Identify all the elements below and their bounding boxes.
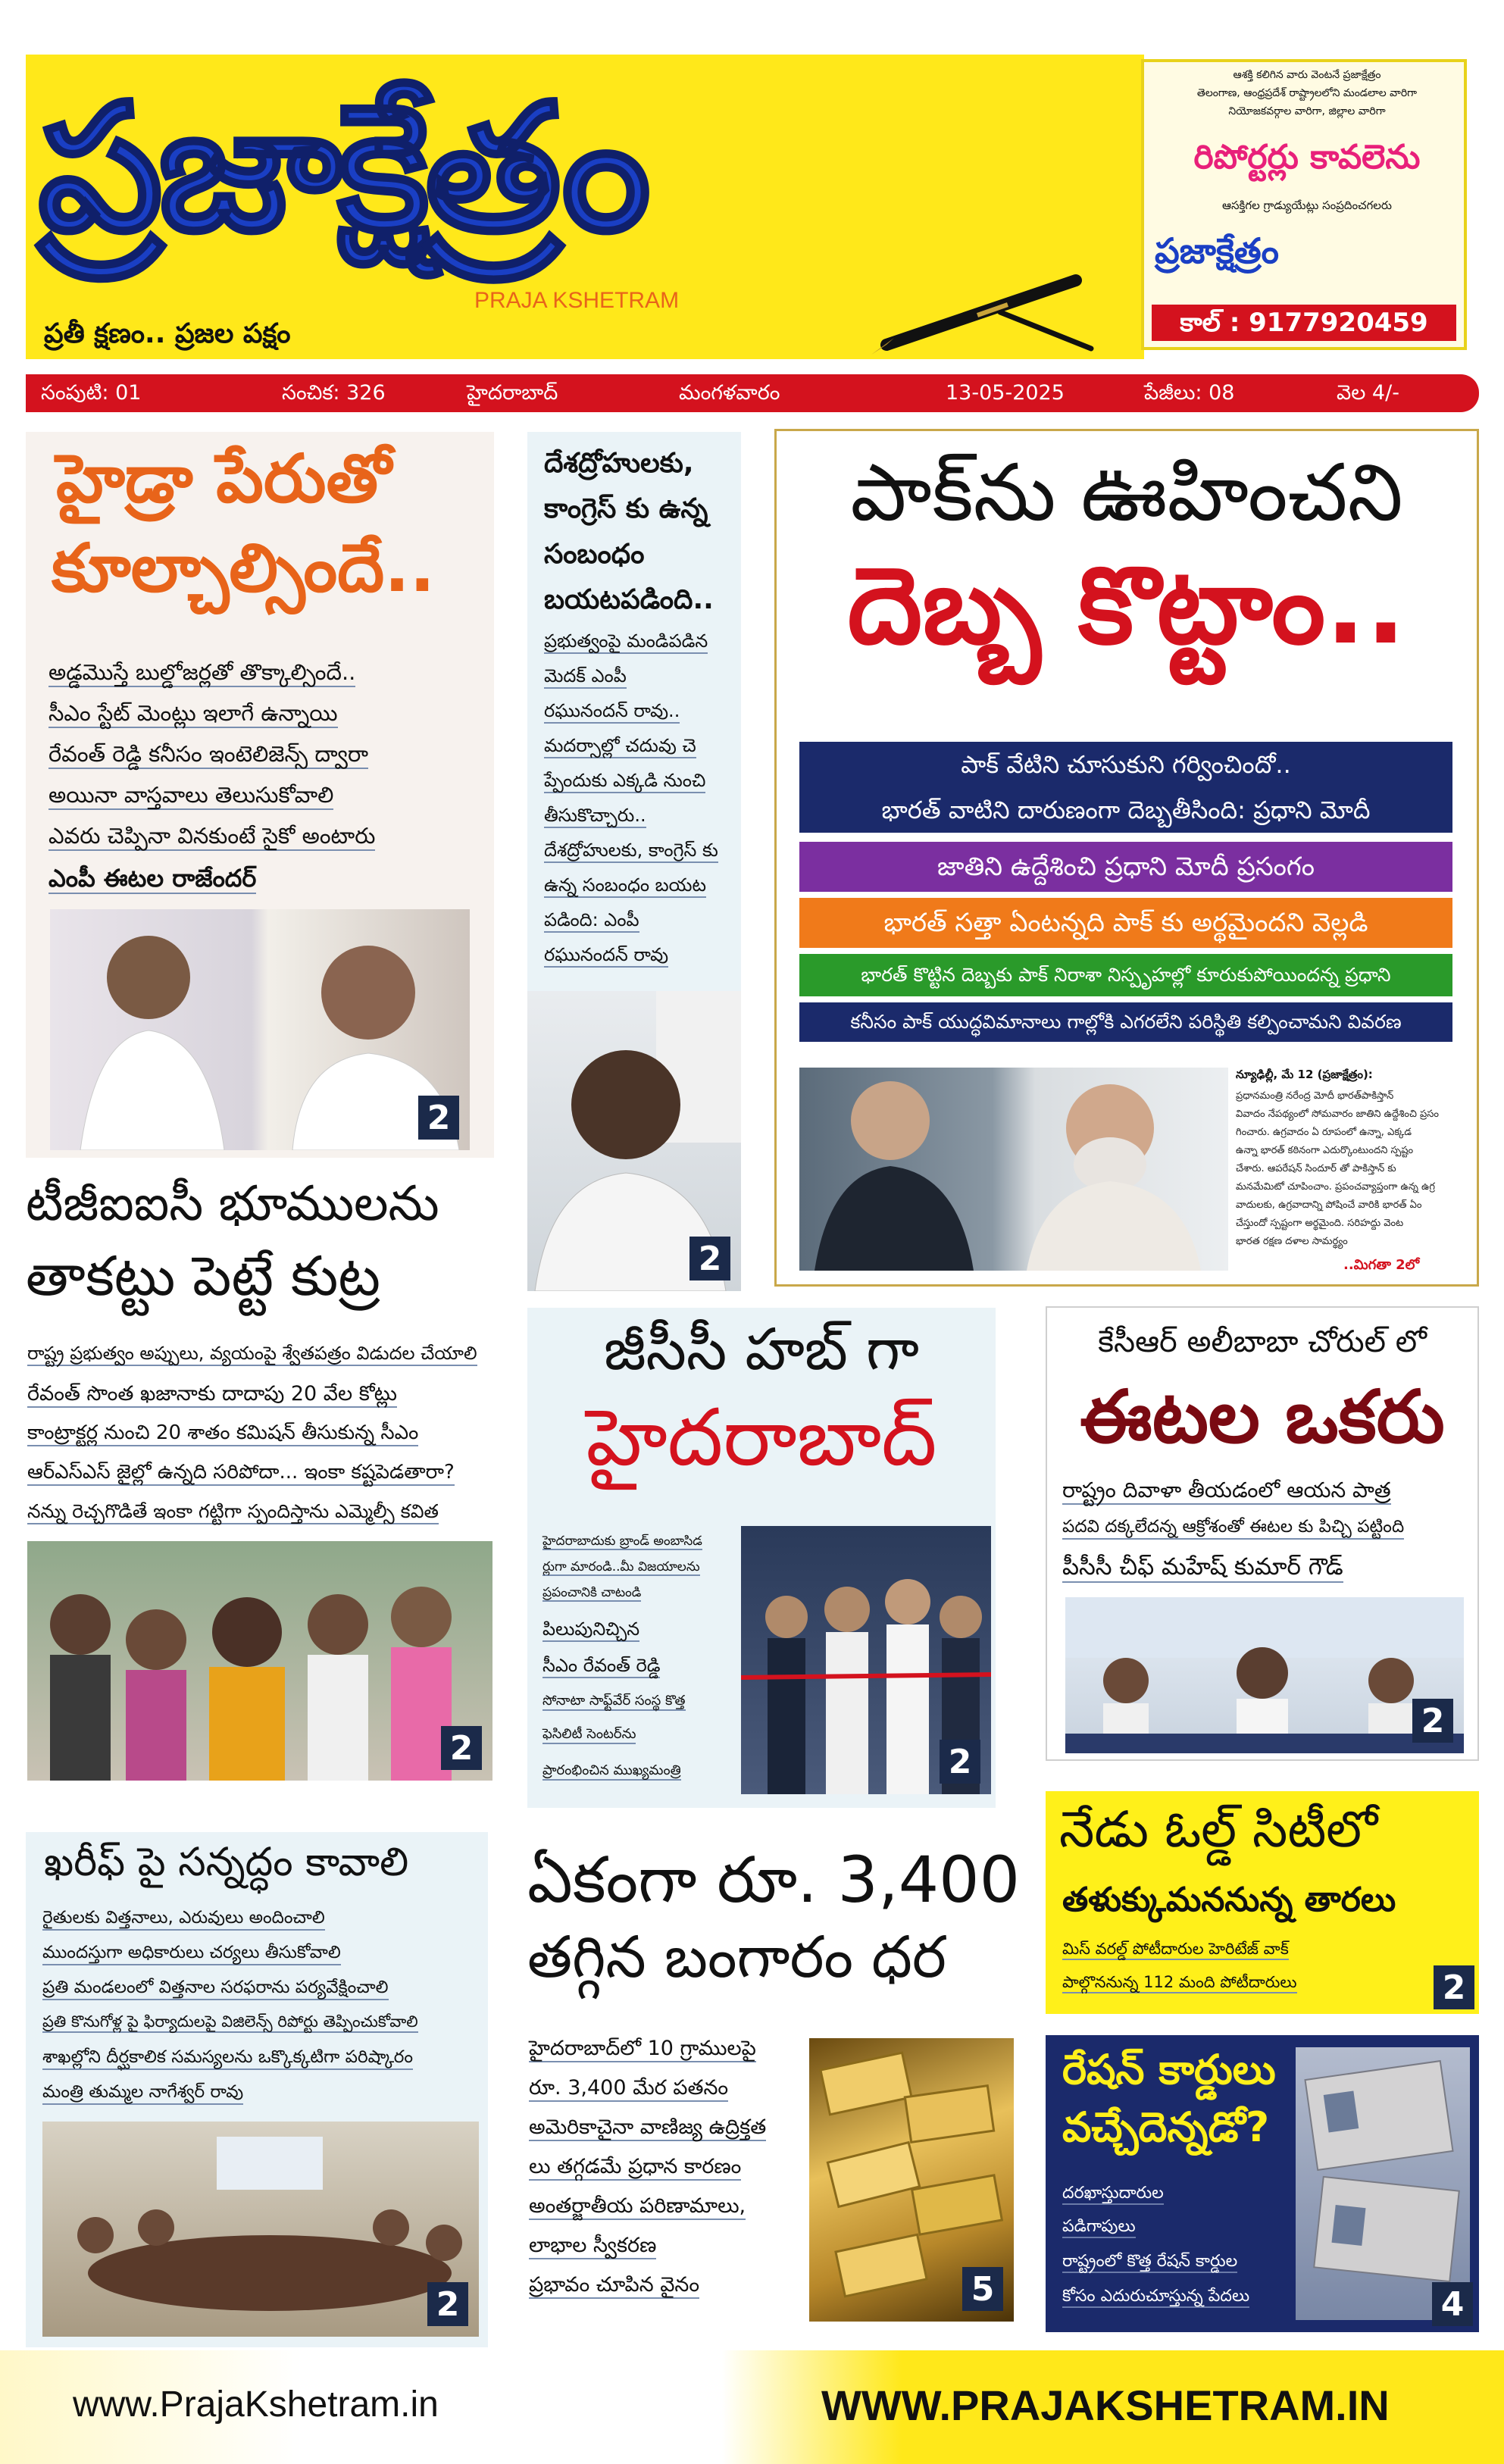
story-gcc-line-3: ప్రపంచానికి చాటండి [543,1585,641,1602]
story-kharif-line-4: ప్రతి కొనుగోళ్ల పై ఫిర్యాదులపై విజిలెన్స్ రిపోర్టు తెప్పించుకోవాలి [42,2012,418,2033]
story-hydra-page-badge: 2 [418,1096,459,1140]
story-kcr-line-2: పదవి దక్కలేదన్న ఆక్రోశంతో ఈటల కు పిచ్చి పట్టింది [1062,1517,1404,1540]
lead-body-line-1: ప్రధానమంత్రి నరేంద్ర మోదీ భారత్‌పాకిస్తాన్ [1236,1090,1394,1102]
story-ration-line-3: రాష్ట్రంలో కొత్త రేషన్ కార్డుల [1062,2252,1237,2273]
story-deshdrohulu-line-8: ఉన్న సంబంధం బయట [544,874,706,898]
story-tgiic-photo-figures [27,1541,492,1781]
story-kcr-page-badge: 2 [1412,1699,1453,1743]
story-gold-line-2: రూ. 3,400 మేర పతనం [529,2076,728,2102]
story-gcc-headline-1: జీసీసీ హబ్ గా [603,1315,920,1383]
story-kharif-photo [42,2122,479,2337]
story-ration-photo-cards [1296,2047,1470,2320]
story-gold-photo [809,2038,1014,2322]
ad-line-3: నియోజకవర్గాల వారిగా, జిల్లాల వారిగా [1228,105,1386,117]
ad-line-2: తెలంగాణ, ఆంధ్రప్రదేశ్ రాష్ట్రాలలోని మండలాల వారిగా [1196,87,1418,99]
story-ration-headline-2: వచ్చేదెన్నడో? [1062,2103,1270,2151]
lead-body-line-6: మనమేమిటో చూపించాం. ప్రపంచవ్యాప్తంగా ఉన్న ఉగ్ర [1236,1181,1435,1193]
reporters-ad [1141,59,1467,350]
story-gcc-page-badge: 2 [940,1740,980,1784]
story-hydra-headline-1: హైడ్రా పేరుతో [56,439,392,518]
info-pages: పేజీలు: 08 [1144,381,1235,405]
story-kharif-line-2: ముందస్తుగా అధికారులు చర్యలు తీసుకోవాలి [42,1943,341,1965]
story-deshdrohulu-page-badge: 2 [689,1237,730,1280]
story-tgiic-page-badge: 2 [441,1726,482,1770]
story-deshdrohulu-headline-4: బయటపడింది.. [544,584,714,615]
lead-band-3: జాతిని ఉద్దేశించి ప్రధాని మోదీ ప్రసంగం [799,842,1452,892]
info-date: 13-05-2025 [946,381,1065,405]
story-deshdrohulu-line-4: మదర్సాల్లో చదువు చె [544,735,696,758]
story-ration[interactable] [1046,2035,1479,2332]
lead-body [1236,1087,1468,1251]
story-hydra-line-4: అయినా వాస్తవాలు తెలుసుకోవాలి [48,782,333,810]
story-gcc-line-2: ర్లుగా మారండి..మీ విజయాలను [543,1559,700,1576]
story-hydra-line-2: సీఎం స్టేట్ మెంట్లు ఇలాగే ఉన్నాయి [48,700,338,728]
ad-brand: ప్రజాక్షేత్రం [1155,230,1279,271]
story-gold-page-badge: 5 [962,2267,1003,2311]
lead-body-line-5: చేశారు. ఆపరేషన్ సిందూర్ తో పాకిస్తాన్ కు [1236,1163,1396,1174]
lead-headline-2: దెబ్బ కొట్టాం.. [847,545,1406,668]
story-gold-headline-1: ఏకంగా రూ. 3,400 [527,1843,1021,1917]
lead-headline-1: పాక్‌ను ఊహించని [850,446,1403,539]
lead-band-5: భారత్ కొట్టిన దెబ్బకు పాక్ నిరాశా నిస్పృహల్లో కూరుకుపోయిందన్న ప్రధాని [799,954,1452,996]
masthead-tagline: ప్రతీ క్షణం.. ప్రజల పక్షం [44,318,291,349]
info-bar [26,374,1479,412]
story-kharif-line-3: ప్రతి మండలంలో విత్తనాల సరఫరాను పర్యవేక్షించాలి [42,1978,389,2000]
story-ration-headline-1: రేషన్ కార్డులు [1062,2046,1276,2093]
story-hydra-line-5: ఎవరు చెప్పినా వినకుంటే సైకో అంటారు [48,823,375,851]
story-ration-line-1: దరఖాస్తుదారుల [1062,2184,1164,2205]
story-oldcity[interactable] [1046,1791,1479,2014]
story-gold-line-5: అంతర్జాతీయ పరిణామాలు, [529,2194,746,2220]
footer-right-url[interactable]: WWW.PRAJAKSHETRAM.IN [821,2381,1390,2429]
story-gcc-line-6: సోనాటా సాఫ్ట్‌వేర్ సంస్థ కొత్త [543,1693,686,1711]
lead-body-line-9: భారత రక్షణ దళాల సామర్థ్యం [1236,1236,1348,1247]
story-tgiic[interactable] [26,1176,494,1812]
story-tgiic-headline-2: తాకట్టు పెట్టే కుట్ర [26,1244,380,1308]
info-price: వెల 4/- [1337,381,1399,405]
story-hydra-line-1: అడ్డమొస్తే బుల్డోజర్లతో తొక్కాల్సిందే.. [48,659,355,687]
story-gcc-line-4: పిలుపునిచ్చిన [543,1618,639,1642]
story-deshdrohulu-line-5: ప్పేందుకు ఎక్కడి నుంచి [544,770,705,793]
story-ration-line-2: పడిగాపులు [1062,2217,1136,2238]
lead-bands [799,742,1452,1042]
footer-left-url[interactable]: www.PrajaKshetram.in [73,2384,439,2425]
story-gold-headline-2: తగ్గిన బంగారం ధర [527,1923,946,1990]
story-ration-photo [1296,2047,1470,2320]
story-hydra-headline-2: కూల్చాల్సిందే.. [52,529,436,607]
story-tgiic-photo [27,1541,492,1781]
story-deshdrohulu-photo [527,991,741,1291]
lead-continued[interactable]: ..మిగతా 2లో [1343,1257,1420,1273]
lead-dateline: న్యూఢిల్లీ, మే 12 (ప్రజాక్షేత్రం): [1236,1068,1373,1081]
story-oldcity-line-1: మిస్ వరల్డ్ పోటీదారుల హెరిటేజ్ వాక్ [1062,1940,1289,1960]
story-hydra[interactable] [26,432,494,1158]
story-ration-line-4: కోసం ఎదురుచూస్తున్న పేదలు [1062,2287,1249,2308]
story-gold-line-1: హైదరాబాద్‌లో 10 గ్రాములపై [529,2037,756,2062]
ad-headline: రిపోర్టర్లు కావలెను [1193,138,1421,177]
story-deshdrohulu-line-3: రఘునందన్ రావు.. [544,700,680,724]
story-hydra-photo [50,909,470,1150]
lead-photo-figures [799,1068,1228,1271]
story-kcr[interactable] [1046,1306,1479,1761]
lead-story[interactable] [774,429,1479,1287]
story-gcc-line-5: సీఎం రేవంత్ రెడ్డి [543,1655,660,1678]
lead-band-2: భారత్ వాటిని దారుణంగా దెబ్బతీసింది: ప్రధాని మోదీ [799,787,1452,833]
story-tgiic-line-1: రాష్ట్ర ప్రభుత్వం అప్పులు, వ్యయంపై శ్వేతపత్రం విడుదల చేయాలి [27,1343,477,1366]
ad-phone: కాల్ : 9177920459 [1152,305,1456,341]
story-gcc-photo [741,1526,991,1794]
story-gcc-line-7: ఫెసిలిటీ సెంటర్‌ను [543,1726,636,1744]
ad-line-4: ఆసక్తిగల గ్రాడ్యుయేట్లు సంప్రదించగలరు [1222,199,1392,212]
lead-body-line-8: చేస్తుందో స్పష్టంగా అర్థమైంది. సరిహద్దు వెంట [1236,1218,1404,1229]
lead-band-1: పాక్ వేటిని చూసుకుని గర్వించిందో.. [799,742,1452,787]
story-gcc-headline-2: హైదరాబాద్ [586,1391,937,1484]
lead-body-line-4: ఉన్నా భారత్ కఠినంగా ఎదుర్కొంటుందని స్పష్టం [1236,1145,1414,1156]
info-volume: సంపుటి: 01 [41,381,142,405]
story-oldcity-page-badge: 2 [1434,1965,1474,2009]
lead-body-line-2: వివాదం నేపథ్యంలో సోమవారం జాతిని ఉద్దేశించి ప్రసం [1236,1108,1439,1120]
story-tgiic-line-5: నన్ను రెచ్చగొడితే ఇంకా గట్టిగా స్పందిస్తాను ఎమ్మెల్సీ కవిత [27,1500,439,1524]
story-deshdrohulu-headline-3: సంబంధం [544,539,645,570]
story-kcr-kicker: కేసీఆర్ అలీబాబా చోరుల్ లో [1098,1324,1427,1359]
story-kharif-photo-figures [42,2122,479,2337]
story-kharif-headline: ఖరీఫ్ పై సన్నద్ధం కావాలి [44,1840,409,1885]
story-oldcity-line-2: పాల్గొననున్న 112 మంది పోటీదారులు [1062,1973,1297,1993]
story-gold-line-4: లు తగ్గడమే ప్రధాన కారణం [529,2155,741,2181]
story-tgiic-headline-1: టీజీఐఐసీ భూములను [26,1176,439,1232]
story-gold-line-6: లాభాల స్వీకరణ [529,2234,656,2259]
story-deshdrohulu-headline-2: కాంగ్రెస్ కు ఉన్న [544,493,708,524]
story-kcr-headline: ఈటల ఒకరు [1080,1374,1445,1459]
pen-icon [871,265,1099,356]
info-city: హైదరాబాద్ [467,381,558,405]
story-hydra-line-6: ఎంపీ ఈటల రాజేందర్ [48,864,256,894]
story-deshdrohulu-line-2: మెదక్ ఎంపీ [544,665,627,689]
story-gold-line-7: ప్రభావం చూపిన వైనం [529,2273,699,2299]
info-day: మంగళవారం [679,381,780,405]
story-deshdrohulu-line-10: రఘునందన్ రావు [544,944,668,968]
story-kcr-photo-figures [1065,1597,1464,1753]
story-deshdrohulu-line-7: దేశద్రోహులకు, కాంగ్రెస్ కు [544,840,718,863]
story-hydra-photo-figures [50,909,470,1150]
lead-photo [799,1068,1228,1271]
story-deshdrohulu-line-1: ప్రభుత్వంపై మండిపడిన [544,630,708,654]
story-hydra-line-3: రేవంత్ రెడ్డి కనీసం ఇంటెలిజెన్స్ ద్వారా [48,741,368,769]
story-tgiic-line-3: కాంట్రాక్టర్ల నుంచి 20 శాతం కమిషన్ తీసుకున్న సీఎం [27,1421,418,1446]
story-kcr-line-3: పీసీసీ చీఫ్ మహేష్ కుమార్ గౌడ్ [1062,1553,1343,1583]
story-deshdrohulu[interactable] [527,432,741,1291]
info-issue: సంచిక: 326 [282,381,386,405]
story-kcr-photo [1065,1597,1464,1753]
lead-band-4: భారత్ సత్తా ఏంటన్నది పాక్ కు అర్థమైందని వెల్లడి [799,898,1452,948]
story-kharif-line-5: శాఖల్లోని దీర్ఘకాలిక సమస్యలను ఒక్కొక్కటిగా పరిష్కారం [42,2047,413,2070]
story-oldcity-headline-1: నేడు ఓల్డ్ సిటీలో [1059,1800,1378,1859]
ad-line-1: ఆశక్తి కలిగిన వారు వెంటనే ప్రజాక్షేత్రం [1233,69,1381,81]
story-ration-page-badge: 4 [1432,2282,1473,2326]
story-gcc-line-1: హైదరాబాదుకు బ్రాండ్ అంబాసిడ [543,1534,702,1550]
lead-band-6: కనీసం పాక్ యుద్ధవిమానాలు గాల్లోకి ఎగరలేని పరిస్థితి కల్పించామని వివరణ [799,1002,1452,1042]
story-kharif-line-1: రైతులకు విత్తనాలు, ఎరువులు అందించాలి [42,1908,325,1931]
lead-body-line-3: గించారు. ఉగ్రవాదం ఏ రూపంలో ఉన్నా, ఎక్కడ [1236,1127,1412,1138]
story-deshdrohulu-headline-1: దేశద్రోహులకు, [544,448,694,479]
story-oldcity-headline-2: తళుక్కుమననున్న తారలు [1062,1881,1396,1919]
story-gcc-line-8: ప్రారంభించిన ముఖ్యమంత్రి [543,1762,681,1781]
story-tgiic-line-4: ఆర్ఎస్ఎస్ జైల్లో ఉన్నది సరిపోదా... ఇంకా కష్టపెడతారా? [27,1461,455,1486]
story-kharif-line-6: మంత్రి తుమ్మల నాగేశ్వర్ రావు [42,2082,243,2105]
story-gcc[interactable] [527,1308,996,1808]
footer [0,2350,1504,2464]
story-gold[interactable] [527,1832,1020,2325]
story-gold-line-3: అమెరికాచైనా వాణిజ్య ఉద్రిక్తత [529,2115,766,2141]
masthead-english-name: PRAJA KSHETRAM [474,288,680,313]
masthead-title: ప్రజాక్షేత్రం [38,66,646,270]
lead-body-line-7: వాదులకు, ఉగ్రవాదాన్ని పోషించే వారికి భారత్ ఏం [1236,1199,1422,1211]
story-kharif[interactable] [26,1832,488,2347]
story-tgiic-line-2: రేవంత్ సొంత ఖజానాకు దాదాపు 20 వేల కోట్లు [27,1382,397,1408]
story-kcr-line-1: రాష్ట్రం దివాళా తీయడంలో ఆయన పాత్ర [1062,1477,1391,1505]
story-kharif-page-badge: 2 [427,2282,468,2326]
story-deshdrohulu-line-9: పడింది: ఎంపీ [544,909,639,933]
story-deshdrohulu-line-6: తీసుకొచ్చారు.. [544,805,646,828]
